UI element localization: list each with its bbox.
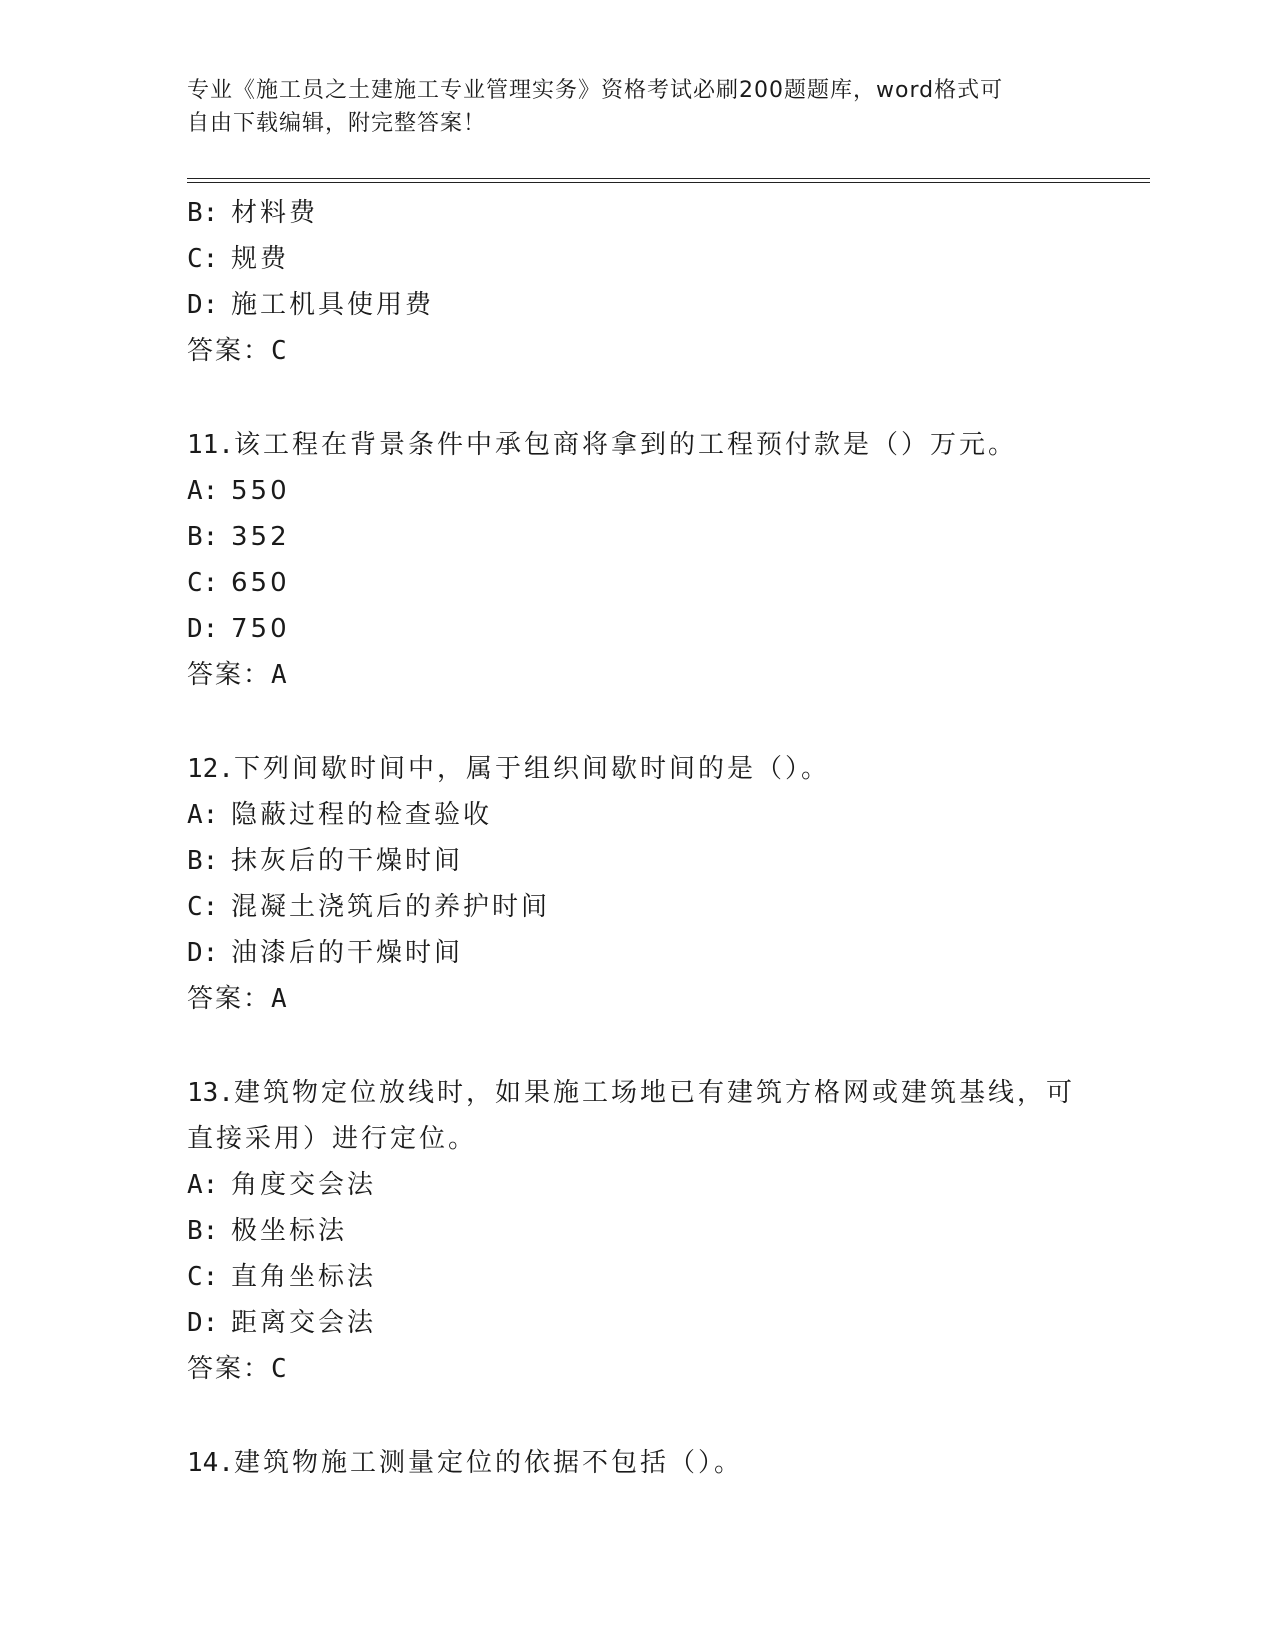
question-stem-continued: 直接采用）进行定位。 <box>187 1124 478 1154</box>
answer-label: 答案： <box>187 336 272 366</box>
option-c <box>187 1254 1087 1300</box>
question-stem <box>187 1440 1087 1486</box>
option-text: 隐蔽过程的检查验收 <box>231 800 493 830</box>
option-letter: D: <box>187 614 219 644</box>
option-text: 极坐标法 <box>231 1216 348 1246</box>
question-number: 11. <box>187 430 234 460</box>
option-text: 材料费 <box>231 198 319 228</box>
option-text: 抹灰后的干燥时间 <box>231 846 464 876</box>
header-line-1: 专业《施工员之土建施工专业管理实务》资格考试必刷200题题库，word格式可 <box>187 78 1004 103</box>
option-letter: C: <box>187 1262 219 1292</box>
answer-line <box>187 976 1087 1022</box>
option-letter: A: <box>187 800 219 830</box>
option-text: 550 <box>231 476 290 506</box>
question-number: 13. <box>187 1078 234 1108</box>
document-body <box>187 190 1087 1486</box>
header-line-2: 自由下载编辑，附完整答案！ <box>187 111 487 136</box>
answer-line <box>187 328 1087 374</box>
option-b <box>187 514 1087 560</box>
question-text: 建筑物定位放线时，如果施工场地已有建筑方格网或建筑基线，可 <box>233 1078 1075 1108</box>
answer-line <box>187 652 1087 698</box>
option-text: 352 <box>231 522 290 552</box>
option-text: 施工机具使用费 <box>231 290 435 320</box>
option-d <box>187 282 1087 328</box>
answer-value: A <box>271 660 288 690</box>
question-number: 12. <box>187 754 234 784</box>
option-text: 混凝土浇筑后的养护时间 <box>231 892 551 922</box>
question-11 <box>187 422 1087 698</box>
page-header <box>187 74 1067 140</box>
question-14 <box>187 1440 1087 1486</box>
option-letter: B: <box>187 198 219 228</box>
option-a <box>187 468 1087 514</box>
option-text: 650 <box>231 568 290 598</box>
answer-label: 答案： <box>187 660 272 690</box>
question-text: 建筑物施工测量定位的依据不包括（）。 <box>233 1448 743 1478</box>
option-text: 750 <box>231 614 290 644</box>
question-number: 14. <box>187 1448 234 1478</box>
option-text: 距离交会法 <box>231 1308 377 1338</box>
question-text: 该工程在背景条件中承包商将拿到的工程预付款是（）万元。 <box>233 430 1017 460</box>
option-b <box>187 1208 1087 1254</box>
answer-label: 答案： <box>187 984 272 1014</box>
partial-question <box>187 190 1087 374</box>
option-text: 油漆后的干燥时间 <box>231 938 464 968</box>
option-text: 角度交会法 <box>231 1170 377 1200</box>
option-letter: C: <box>187 568 219 598</box>
question-13 <box>187 1070 1087 1392</box>
question-stem <box>187 422 1087 468</box>
option-c <box>187 884 1087 930</box>
option-letter: B: <box>187 846 219 876</box>
option-letter: D: <box>187 938 219 968</box>
option-text: 规费 <box>231 244 290 274</box>
header-divider <box>187 178 1150 183</box>
option-b <box>187 190 1087 236</box>
answer-value: C <box>271 336 288 366</box>
option-letter: B: <box>187 522 219 552</box>
option-d <box>187 1300 1087 1346</box>
question-12 <box>187 746 1087 1022</box>
option-c <box>187 236 1087 282</box>
answer-value: A <box>271 984 288 1014</box>
option-letter: B: <box>187 1216 219 1246</box>
question-stem <box>187 1070 1087 1116</box>
question-text: 下列间歇时间中，属于组织间歇时间的是（）。 <box>233 754 830 784</box>
option-d <box>187 606 1087 652</box>
option-letter: D: <box>187 290 219 320</box>
answer-label: 答案： <box>187 1354 272 1384</box>
option-d <box>187 930 1087 976</box>
option-text: 直角坐标法 <box>231 1262 377 1292</box>
option-letter: A: <box>187 476 219 506</box>
option-letter: D: <box>187 1308 219 1338</box>
option-a <box>187 1162 1087 1208</box>
option-letter: A: <box>187 1170 219 1200</box>
option-c <box>187 560 1087 606</box>
answer-line <box>187 1346 1087 1392</box>
option-letter: C: <box>187 244 219 274</box>
option-a <box>187 792 1087 838</box>
answer-value: C <box>271 1354 288 1384</box>
option-b <box>187 838 1087 884</box>
question-stem <box>187 746 1087 792</box>
option-letter: C: <box>187 892 219 922</box>
